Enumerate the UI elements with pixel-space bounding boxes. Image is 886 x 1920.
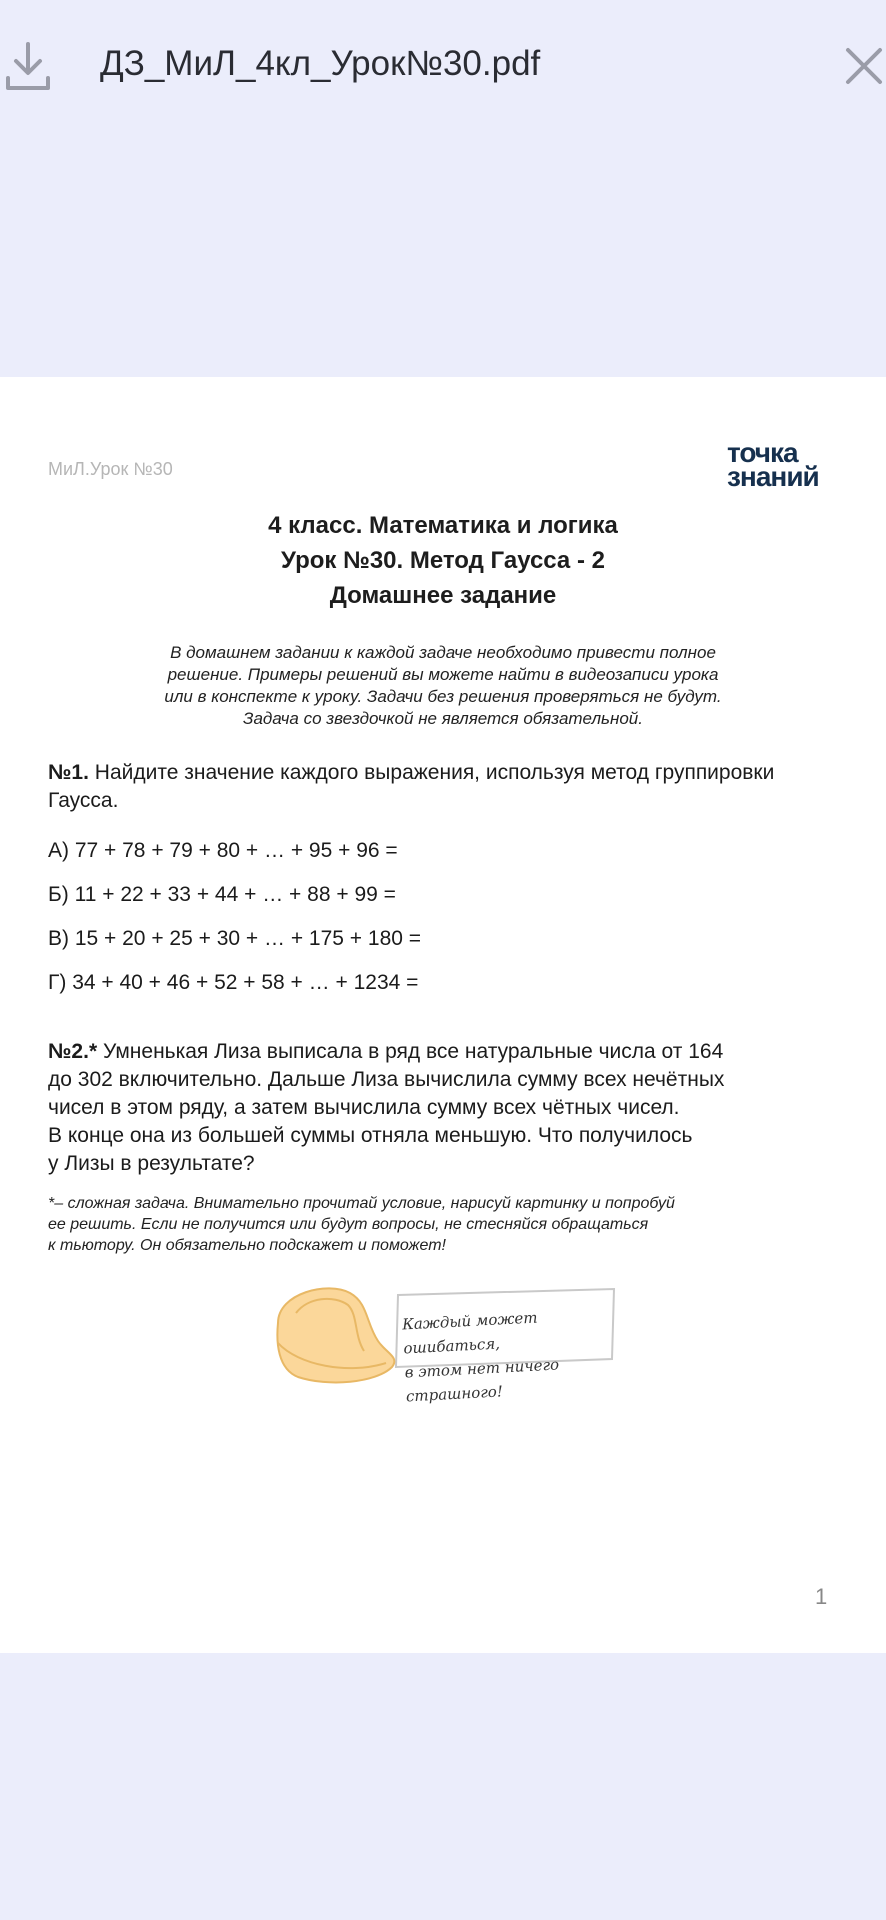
cookie-message-line: в этом нет ничего страшного! [404,1355,560,1406]
cookie-message-line: Каждый может ошибаться, [401,1308,538,1358]
intro-line: или в конспекте к уроку. Задачи без решения проверяться не будут. [164,687,722,706]
page-number: 1 [815,1584,828,1609]
task-1-item-b: Б) 11 + 22 + 33 + 44 + … + 88 + 99 = [48,883,396,906]
task-2-text: Умненькая Лиза выписала в ряд все натуральные числа от 164 [97,1040,724,1063]
task-2-number: №2. [48,1040,89,1063]
intro-line: В домашнем задании к каждой задаче необходимо привести полное [170,643,716,662]
task-2-line: у Лизы в результате? [48,1152,255,1175]
intro-line: решение. Примеры решений вы можете найти в видеозаписи урока [167,665,719,684]
task-1-item-d: Г) 34 + 40 + 46 + 52 + 58 + … + 1234 = [48,971,419,994]
title-line: 4 класс. Математика и логика [268,512,618,539]
task-2-statement [48,1038,848,1178]
document-title [0,508,886,613]
download-icon[interactable] [4,40,52,92]
cookie-message [402,1302,617,1409]
intro-text [130,642,756,730]
note-line: к тьютору. Он обязательно подскажет и поможет! [48,1237,446,1254]
task-2-line: до 302 включительно. Дальше Лиза вычислила сумму всех нечётных [48,1068,725,1091]
note-line: ее решить. Если не получится или будут вопросы, не стесняйся обращаться [48,1216,649,1233]
file-name-title: ДЗ_МиЛ_4кл_Урок№30.pdf [100,44,541,83]
intro-line: Задача со звездочкой не является обязательной. [243,709,643,728]
lesson-code: МиЛ.Урок №30 [48,459,173,479]
brand-logo [727,439,835,491]
task-1-number: №1. [48,761,89,784]
pdf-page[interactable] [0,377,886,1653]
task-1-statement [48,759,838,815]
task-1-item-c: В) 15 + 20 + 25 + 30 + … + 175 + 180 = [48,927,422,950]
logo-line-2: знаний [727,461,819,492]
note-line: *– сложная задача. Внимательно прочитай условие, нарисуй картинку и попробуй [48,1195,675,1212]
task-2-line: чисел в этом ряду, а затем вычислила сумму всех чётных чисел. [48,1096,680,1119]
task-1-item-a: А) 77 + 78 + 79 + 80 + … + 95 + 96 = [48,839,398,862]
title-line: Домашнее задание [329,582,557,609]
title-line: Урок №30. Метод Гаусса - 2 [281,547,605,574]
task-1-text: Найдите значение каждого выражения, используя метод группировки Гаусса. [48,761,775,812]
task-2-star: * [88,1040,98,1063]
close-icon[interactable] [844,46,884,86]
viewer-topbar [0,0,886,135]
task-2-line: В конце она из большей суммы отняла меньшую. Что получилось [48,1124,693,1147]
hard-task-note [48,1193,838,1256]
logo-line-1: точка [727,437,798,468]
